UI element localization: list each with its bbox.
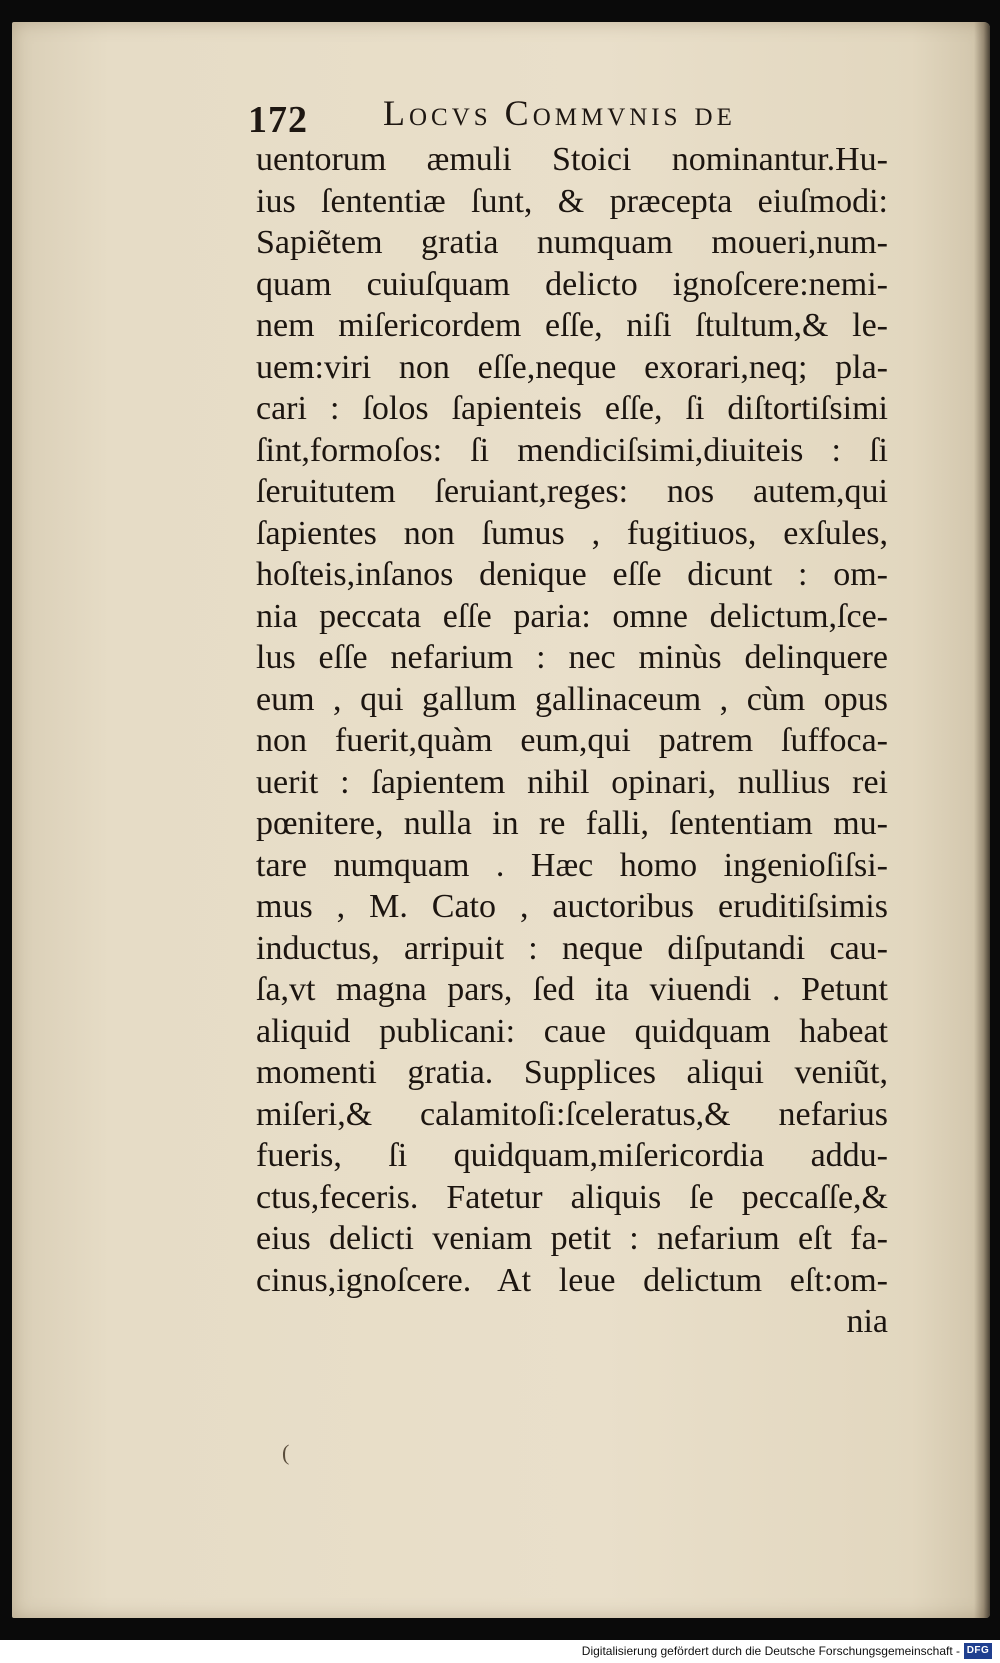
text-line: Sapiẽtem gratia numquam moueri,num- bbox=[256, 224, 888, 261]
text-line: uem:viri non eſſe,neque exorari,neq; pla- bbox=[256, 348, 888, 386]
text-line: aliquid publicani: caue quidquam habeat bbox=[256, 1012, 888, 1050]
page-header bbox=[248, 70, 888, 140]
text-line: non fuerit,quàm eum,qui patrem ſuffoca- bbox=[256, 722, 888, 759]
text-line: inductus, arripuit : neque diſputandi cau- bbox=[256, 929, 888, 967]
text-line: eum , qui gallum gallinaceum , cùm opus bbox=[256, 680, 888, 718]
text-line: eius delicti veniam petit : nefarium eſt fa- bbox=[256, 1220, 888, 1257]
text-line: pœnitere, nulla in re falli, ſententiam mu- bbox=[256, 805, 888, 842]
text-line: ſa,vt magna pars, ſed ita viuendi . Petunt bbox=[256, 971, 888, 1008]
dfg-logo-icon: DFG bbox=[964, 1643, 992, 1659]
body-text bbox=[256, 139, 888, 1343]
text-line: ius ſententiæ ſunt, & præcepta eiuſmodi: bbox=[256, 182, 888, 220]
text-line: nem miſericordem eſſe, niſi ſtultum,& le- bbox=[256, 307, 888, 344]
text-line: uerit : ſapientem nihil opinari, nullius rei bbox=[256, 763, 888, 801]
text-line: mus , M. Cato , auctoribus eruditiſsimis bbox=[256, 888, 888, 925]
text-line: fueris, ſi quidquam,miſericordia addu- bbox=[256, 1137, 888, 1174]
footer-bar bbox=[0, 1640, 1000, 1663]
text-line: miſeri,& calamitoſi:ſceleratus,& nefarius bbox=[256, 1095, 888, 1133]
text-line: lus eſſe nefarium : nec minùs delinquere bbox=[256, 639, 888, 676]
text-line: ſeruitutem ſeruiant,reges: nos autem,qui bbox=[256, 473, 888, 510]
running-head: Locvs Commvnis de bbox=[383, 93, 736, 133]
text-line: tare numquam . Hæc homo ingenioſiſsi- bbox=[256, 846, 888, 884]
text-line: cari : ſolos ſapienteis eſſe, ſi diſtortiſsimi bbox=[256, 390, 888, 427]
text-line: ſint,formoſos: ſi mendiciſsimi,diuiteis : ſi bbox=[256, 431, 888, 469]
text-line: nia peccata eſſe paria: omne delictum,ſce- bbox=[256, 597, 888, 635]
text-line: quam cuiuſquam delicto ignoſcere:nemi- bbox=[256, 265, 888, 303]
text-line: ctus,feceris. Fatetur aliquis ſe peccaſſe,& bbox=[256, 1178, 888, 1216]
page-edge-shadow bbox=[974, 22, 990, 1618]
page-number: 172 bbox=[248, 99, 308, 141]
text-line: hoſteis,inſanos denique eſſe dicunt : om- bbox=[256, 556, 888, 593]
text-line: cinus,ignoſcere. At leue delictum eſt:om- bbox=[256, 1261, 888, 1299]
text-line: ſapientes non ſumus , fugitiuos, exſules, bbox=[256, 514, 888, 552]
catchword: nia bbox=[846, 1303, 888, 1340]
stray-mark: ( bbox=[282, 1440, 290, 1465]
text-line: momenti gratia. Supplices aliqui veniũt, bbox=[256, 1054, 888, 1091]
funding-credit: Digitalisierung gefördert durch die Deutsche Forschungsgemeinschaft - bbox=[581, 1644, 960, 1658]
text-line: uentorum æmuli Stoici nominantur.Hu- bbox=[256, 141, 888, 178]
